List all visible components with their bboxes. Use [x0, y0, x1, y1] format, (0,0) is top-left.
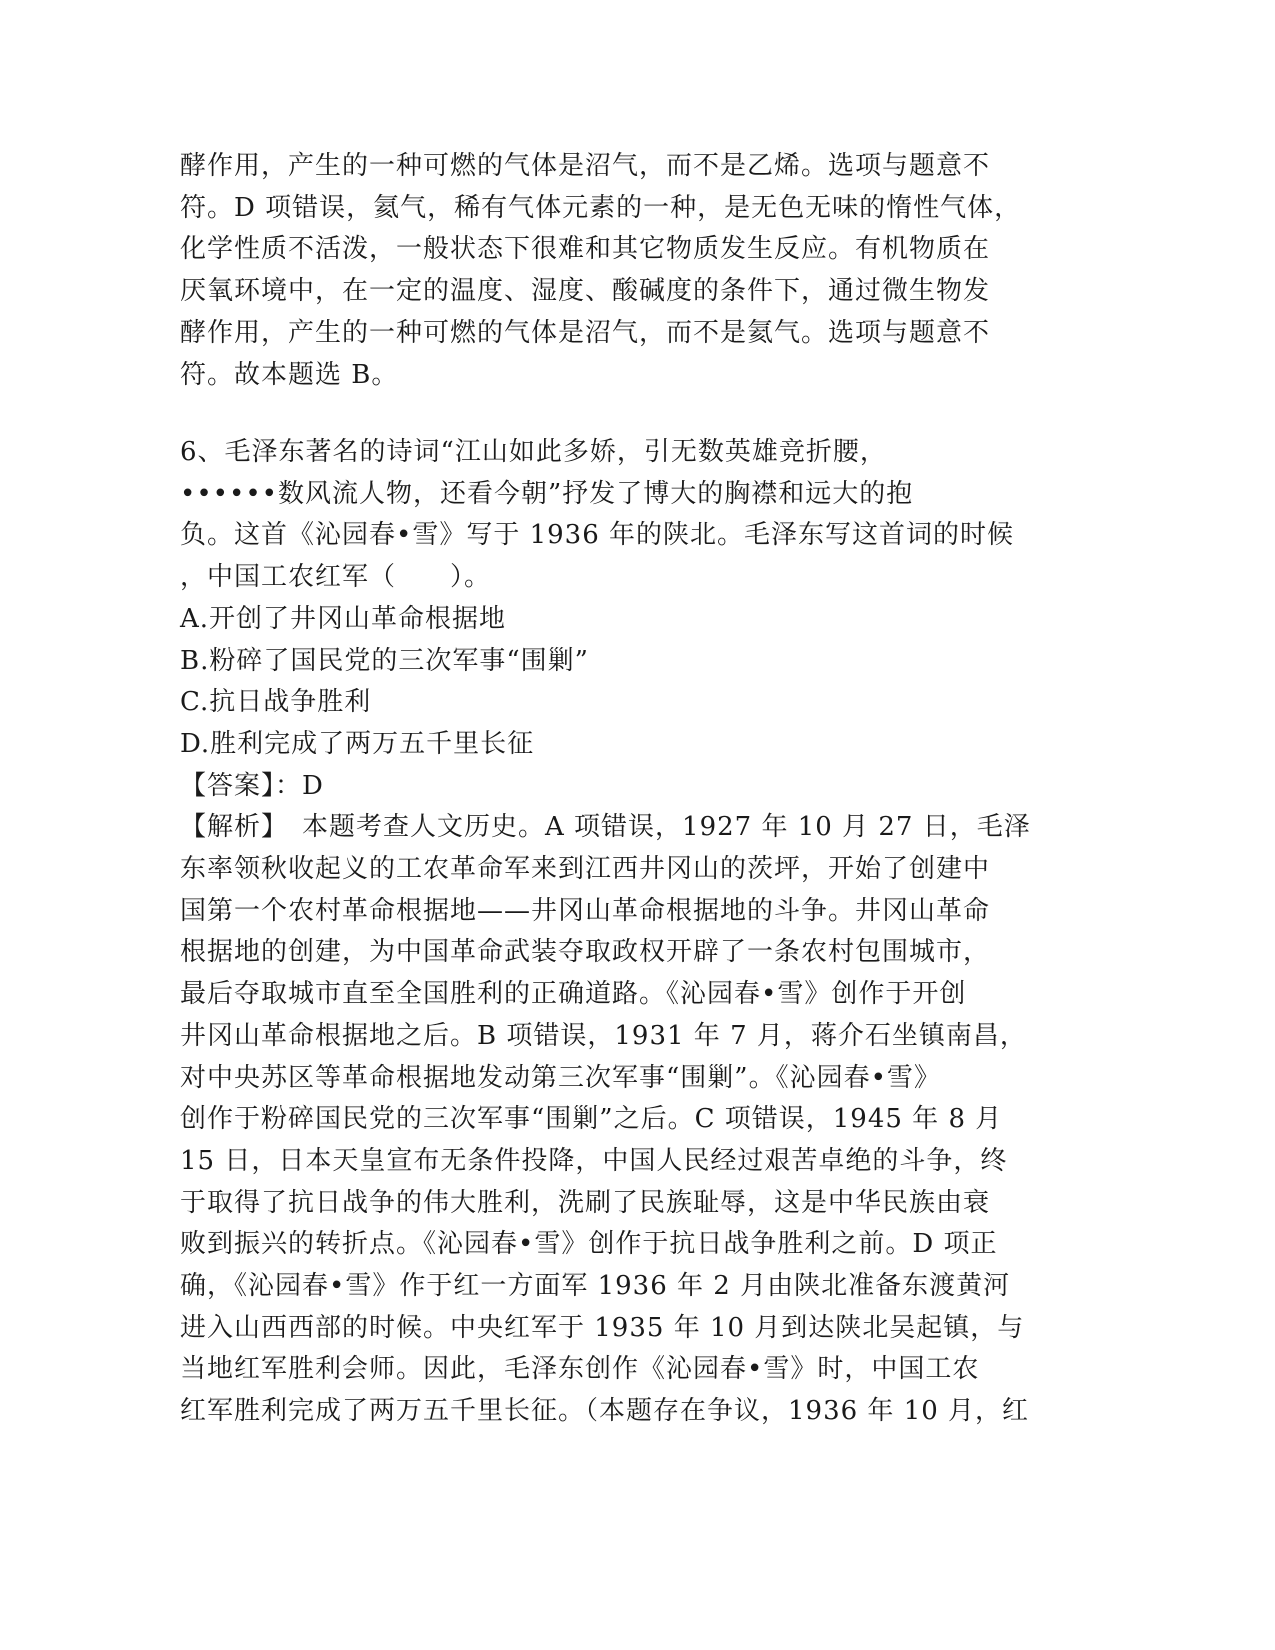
analysis-line: 最后夺取城市直至全国胜利的正确道路。《沁园春•雪》创作于开创: [180, 979, 967, 1010]
explanation-line: 厌氧环境中，在一定的温度、湿度、酸碱度的条件下，通过微生物发: [180, 276, 991, 307]
option-a: A.开创了井冈山革命根据地: [180, 603, 507, 634]
analysis-line: 进入山西西部的时候。中央红军于 1935 年 10 月到达陕北吴起镇，与: [180, 1312, 1025, 1343]
previous-question-explanation: [180, 146, 1060, 396]
question-6: [180, 432, 1060, 1433]
analysis-line: 井冈山革命根据地之后。B 项错误，1931 年 7 月，蒋介石坐镇南昌，: [180, 1020, 1027, 1051]
analysis-line: 对中央苏区等革命根据地发动第三次军事“围剿”。《沁园春•雪》: [180, 1062, 941, 1093]
analysis-line: 红军胜利完成了两万五千里长征。（本题存在争议，1936 年 10 月，红: [180, 1396, 1030, 1427]
explanation-line: 符。D 项错误，氦气，稀有气体元素的一种，是无色无味的惰性气体，: [180, 192, 1022, 223]
option-b: B.粉碎了国民党的三次军事“围剿”: [180, 645, 589, 676]
analysis-section: [180, 807, 1060, 1433]
analysis-line: 创作于粉碎国民党的三次军事“围剿”之后。C 项错误，1945 年 8 月: [180, 1104, 1003, 1135]
analysis-line: 【解析】 本题考查人文历史。A 项错误，1927 年 10 月 27 日，毛泽: [180, 812, 1031, 843]
analysis-line: 东率领秋收起义的工农革命军来到江西井冈山的茨坪，开始了创建中: [180, 854, 991, 885]
option-c: C.抗日战争胜利: [180, 687, 372, 718]
question-stem-line: 负。这首《沁园春•雪》写于 1936 年的陕北。毛泽东写这首词的时候: [180, 520, 1015, 551]
analysis-line: 国第一个农村革命根据地——井冈山革命根据地的斗争。井冈山革命: [180, 895, 991, 926]
analysis-line: 根据地的创建，为中国革命武装夺取政权开辟了一条农村包围城市，: [180, 937, 991, 968]
explanation-line: 符。故本题选 B。: [180, 359, 399, 390]
explanation-line: 化学性质不活泼，一般状态下很难和其它物质发生反应。有机物质在: [180, 234, 991, 265]
option-d: D.胜利完成了两万五千里长征: [180, 728, 535, 759]
analysis-line: 确，《沁园春•雪》作于红一方面军 1936 年 2 月由陕北准备东渡黄河: [180, 1271, 1011, 1302]
explanation-line: 酵作用，产生的一种可燃的气体是沼气，而不是氦气。选项与题意不: [180, 317, 991, 348]
analysis-line: 于取得了抗日战争的伟大胜利，洗刷了民族耻辱，这是中华民族由衰: [180, 1187, 991, 1218]
question-stem-line: ，中国工农红军（ ）。: [180, 562, 492, 593]
analysis-line: 败到振兴的转折点。《沁园春•雪》创作于抗日战争胜利之前。D 项正: [180, 1229, 998, 1260]
question-stem-line: ••••••数风流人物，还看今朝”抒发了博大的胸襟和远大的抱: [180, 478, 914, 509]
analysis-line: 15 日，日本天皇宣布无条件投降，中国人民经过艰苦卓绝的斗争，终: [180, 1145, 1008, 1176]
analysis-line: 当地红军胜利会师。因此，毛泽东创作《沁园春•雪》时，中国工农: [180, 1354, 980, 1385]
question-stem-line: 6、毛泽东著名的诗词“江山如此多娇，引无数英雄竞折腰，: [180, 437, 887, 467]
explanation-line: 酵作用，产生的一种可燃的气体是沼气，而不是乙烯。选项与题意不: [180, 151, 991, 181]
answer-label: 【答案】：D: [180, 770, 324, 801]
